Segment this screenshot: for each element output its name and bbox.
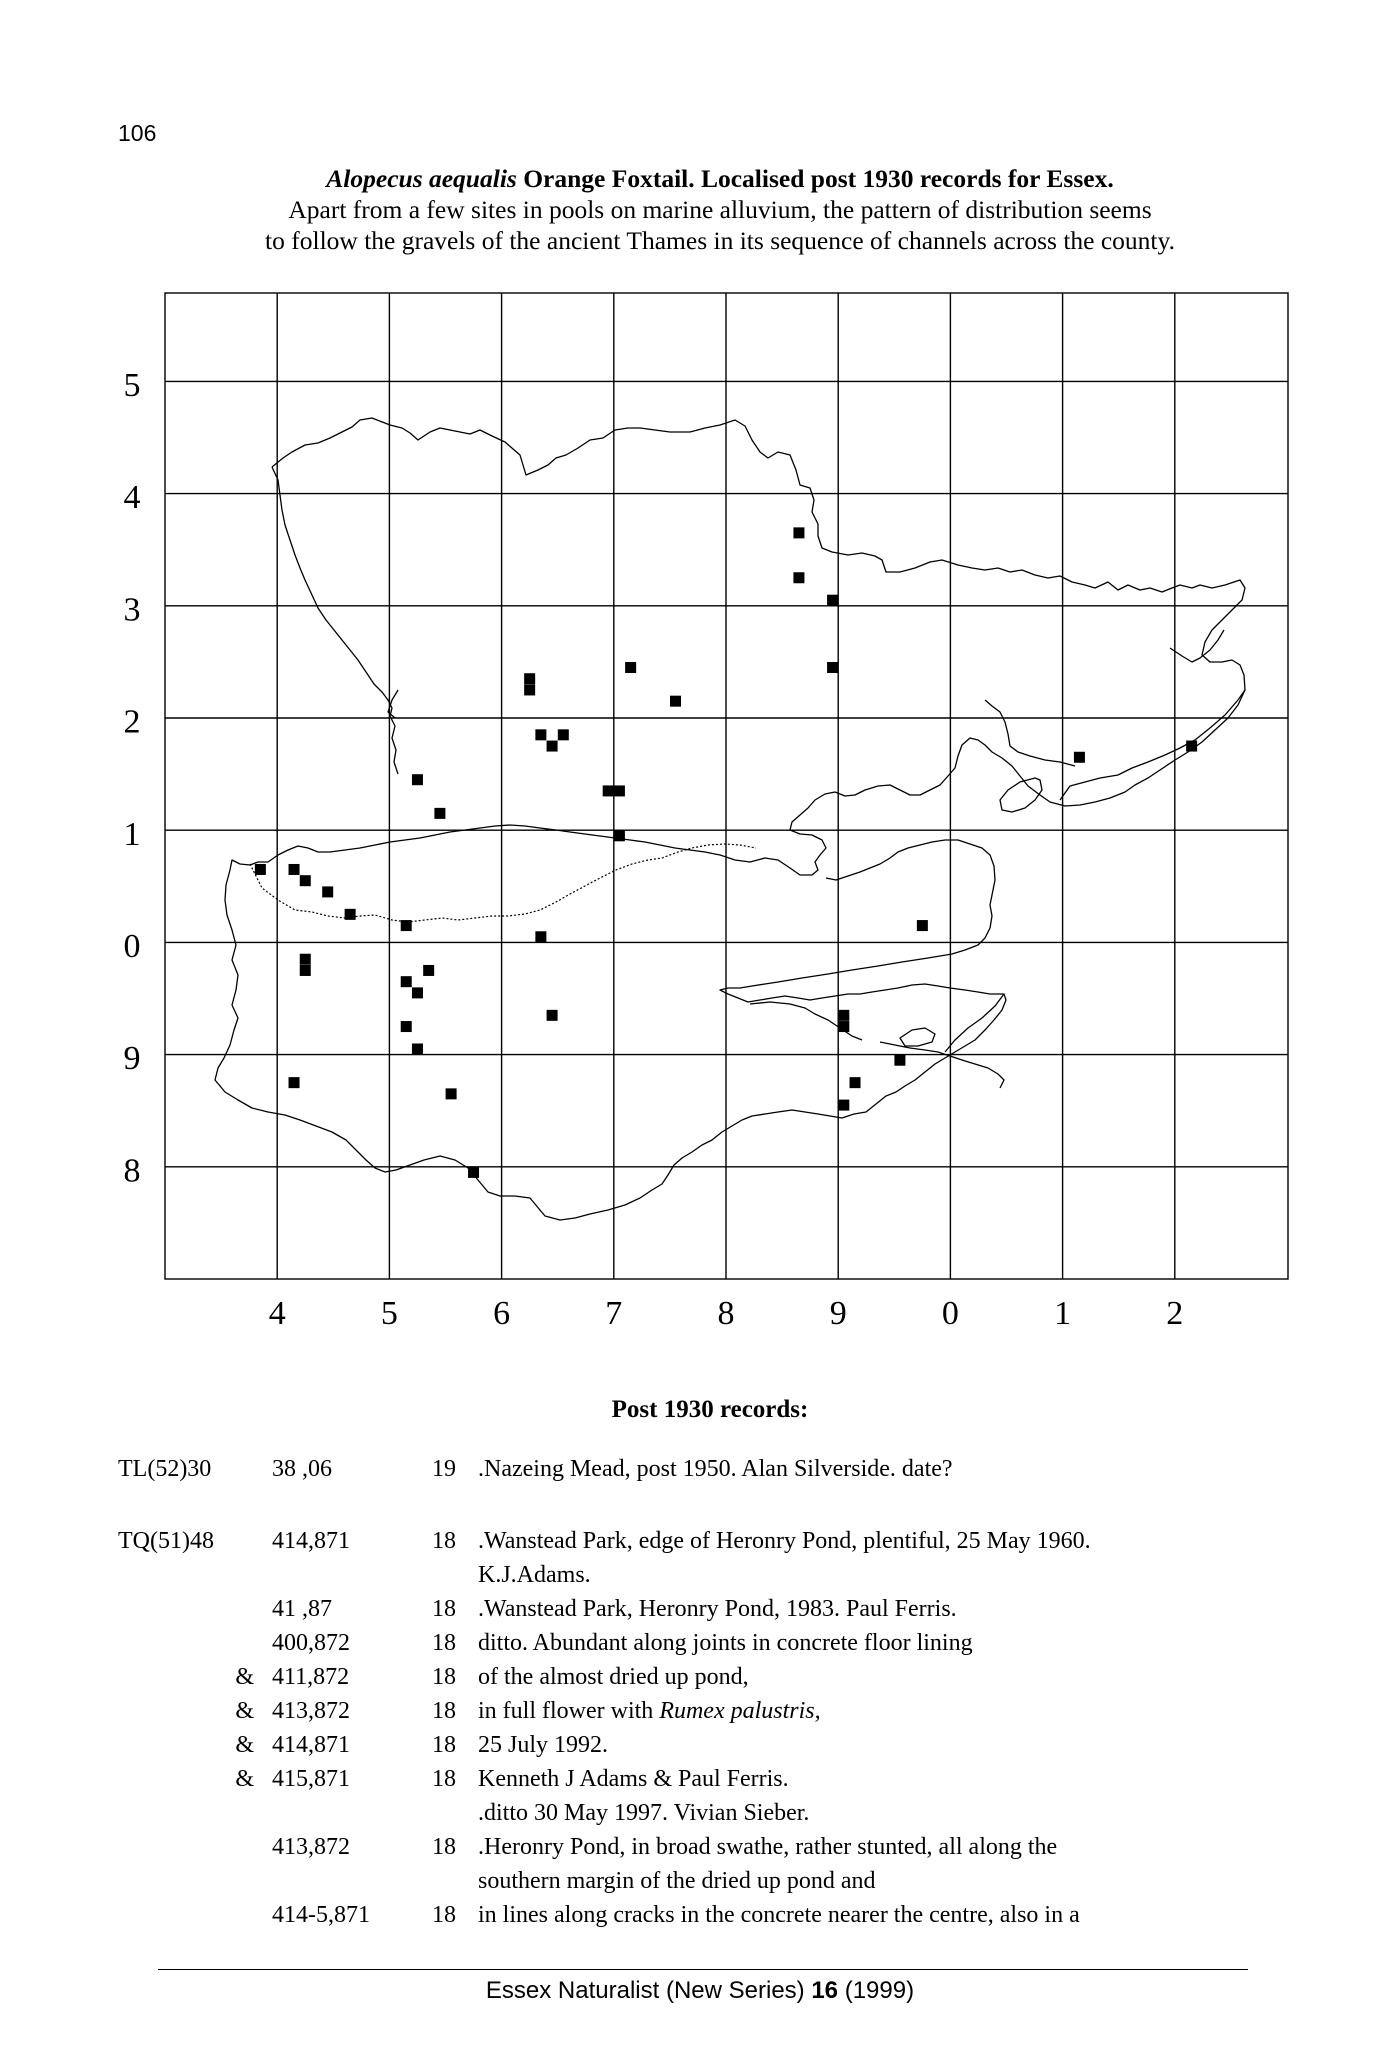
x-tick-label: 9 [829, 1295, 847, 1332]
county-outline [215, 418, 1245, 1220]
record-marker [850, 1077, 861, 1088]
record-grid-ref: 38 ,06 [272, 1456, 332, 1482]
y-tick-label: 0 [123, 928, 141, 965]
caption-line-2: Apart from a few sites in pools on marine alluvium, the pattern of distribution seems [288, 195, 1152, 224]
y-tick-label: 4 [123, 479, 141, 517]
record-text: of the almost dried up pond, [478, 1664, 749, 1690]
record-district: 18 [432, 1834, 456, 1860]
record-marker [603, 785, 614, 796]
y-tick-label: 8 [123, 1152, 141, 1190]
caption-title-rest: Orange Foxtail. Localised post 1930 records for Essex. [516, 164, 1114, 193]
record-text: .Nazeing Mead, post 1950. Alan Silverside. date? [478, 1456, 953, 1482]
records-heading: Post 1930 records: [611, 1396, 809, 1423]
record-district: 18 [432, 1528, 456, 1554]
crouch-island [900, 1028, 935, 1046]
record-district: 18 [432, 1596, 456, 1622]
dengie-coast [945, 994, 1004, 1052]
record-marker [412, 1043, 423, 1054]
record-marker [614, 830, 625, 841]
species-name: Alopecus aequalis [326, 164, 517, 193]
record-marker [423, 965, 434, 976]
record-grid-ref: 41 ,87 [272, 1596, 332, 1622]
y-tick-label: 3 [123, 591, 141, 629]
record-grid-ref: 411,872 [272, 1664, 350, 1690]
record-marker [827, 662, 838, 673]
essex-boundary [215, 418, 1245, 1220]
record-grid-ref: 414-5,871 [272, 1902, 370, 1928]
caption-line-3: to follow the gravels of the ancient Thames in its sequence of channels across the county. [265, 226, 1175, 255]
record-marker [1186, 741, 1197, 752]
record-text: ditto. Abundant along joints in concrete floor lining [478, 1630, 973, 1656]
record-text: K.J.Adams. [478, 1562, 591, 1588]
x-tick-label: 2 [1166, 1295, 1184, 1332]
record-marker [289, 864, 300, 875]
record-grid-ref: 414,871 [272, 1732, 350, 1758]
record-ampersand: & [235, 1732, 254, 1758]
x-tick-label: 6 [493, 1295, 511, 1332]
record-grid-ref: 415,871 [272, 1766, 350, 1792]
record-text: .Heronry Pond, in broad swathe, rather stunted, all along the [478, 1834, 1058, 1860]
record-ampersand: & [235, 1766, 254, 1792]
record-marker [300, 954, 311, 965]
record-grid-ref: 413,872 [272, 1834, 350, 1860]
blackwater-estuary [1060, 690, 1245, 800]
record-text: Kenneth J Adams & Paul Ferris. [478, 1766, 789, 1792]
record-marker [558, 729, 569, 740]
footer [0, 1977, 1400, 2005]
record-text: 25 July 1992. [478, 1732, 609, 1758]
y-axis-labels [124, 367, 141, 1189]
record-district: 18 [432, 1664, 456, 1690]
record-text: in full flower with Rumex palustris, [478, 1698, 821, 1724]
x-tick-label: 0 [941, 1295, 959, 1332]
record-marker [793, 527, 804, 538]
record-ampersand: & [235, 1664, 254, 1690]
x-axis-labels [269, 1295, 1184, 1332]
record-marker [535, 931, 546, 942]
record-marker [255, 864, 266, 875]
record-grid-ref: 414,871 [272, 1528, 350, 1554]
record-marker [917, 920, 928, 931]
blackwater-island [1000, 778, 1042, 812]
record-marker [300, 965, 311, 976]
record-text: in lines along cracks in the concrete nearer the centre, also in a [478, 1902, 1080, 1928]
record-marker [412, 987, 423, 998]
record-ampersand: & [235, 1698, 254, 1724]
record-marker [300, 875, 311, 886]
record-marker [894, 1055, 905, 1066]
record-marker [547, 1010, 558, 1021]
record-marker [289, 1077, 300, 1088]
record-marker [670, 696, 681, 707]
page-number: 106 [118, 120, 157, 146]
record-text: .Wanstead Park, Heronry Pond, 1983. Paul Ferris. [478, 1596, 957, 1622]
record-marker [345, 909, 356, 920]
record-marker [838, 1100, 849, 1111]
map-grid [165, 293, 1288, 1279]
record-text: southern margin of the dried up pond and [478, 1868, 876, 1894]
record-marker [401, 920, 412, 931]
x-tick-label: 4 [268, 1295, 286, 1332]
thurrock-inlet [750, 1002, 862, 1040]
record-text: .ditto 30 May 1997. Vivian Sieber. [478, 1800, 810, 1826]
record-marker [446, 1088, 457, 1099]
record-marker [838, 1010, 849, 1021]
record-district: 18 [432, 1766, 456, 1792]
x-tick-label: 7 [605, 1295, 623, 1332]
y-tick-label: 5 [123, 367, 141, 404]
record-marker [524, 684, 535, 695]
record-marker [614, 785, 625, 796]
record-marker [468, 1167, 479, 1178]
record-grid-square: TQ(51)48 [118, 1528, 214, 1554]
record-marker [838, 1021, 849, 1032]
x-tick-label: 1 [1054, 1295, 1072, 1332]
y-tick-label: 1 [123, 815, 141, 853]
record-district: 18 [432, 1732, 456, 1758]
x-tick-label: 5 [380, 1295, 398, 1332]
record-marker [434, 808, 445, 819]
record-marker [535, 729, 546, 740]
record-grid-ref: 400,872 [272, 1630, 350, 1656]
record-grid-ref: 413,872 [272, 1698, 350, 1724]
record-marker [412, 774, 423, 785]
river-lea-west [272, 467, 398, 774]
record-marker [547, 741, 558, 752]
footer-year: (1999) [838, 1977, 915, 2004]
record-district: 18 [432, 1630, 456, 1656]
record-district: 19 [432, 1456, 456, 1482]
record-marker [401, 1021, 412, 1032]
record-district: 18 [432, 1902, 456, 1928]
county-division-line [250, 844, 756, 922]
record-grid-square: TL(52)30 [118, 1456, 212, 1482]
record-marker [827, 595, 838, 606]
footer-journal: Essex Naturalist (New Series) [485, 1977, 812, 2004]
record-marker [625, 662, 636, 673]
record-marker [401, 976, 412, 987]
footer-rule [158, 1969, 1248, 1970]
record-text: .Wanstead Park, edge of Heronry Pond, plentiful, 25 May 1960. [478, 1528, 1091, 1554]
footer-volume: 16 [811, 1977, 839, 2004]
record-species-italic: Rumex palustris, [659, 1698, 821, 1724]
record-district: 18 [432, 1698, 456, 1724]
y-tick-label: 2 [123, 703, 141, 741]
y-tick-label: 9 [123, 1040, 141, 1078]
record-marker [793, 572, 804, 583]
colne-estuary [1170, 630, 1224, 662]
x-tick-label: 8 [717, 1295, 735, 1332]
record-marker [1074, 752, 1085, 763]
record-marker [524, 673, 535, 684]
record-marker [322, 886, 333, 897]
